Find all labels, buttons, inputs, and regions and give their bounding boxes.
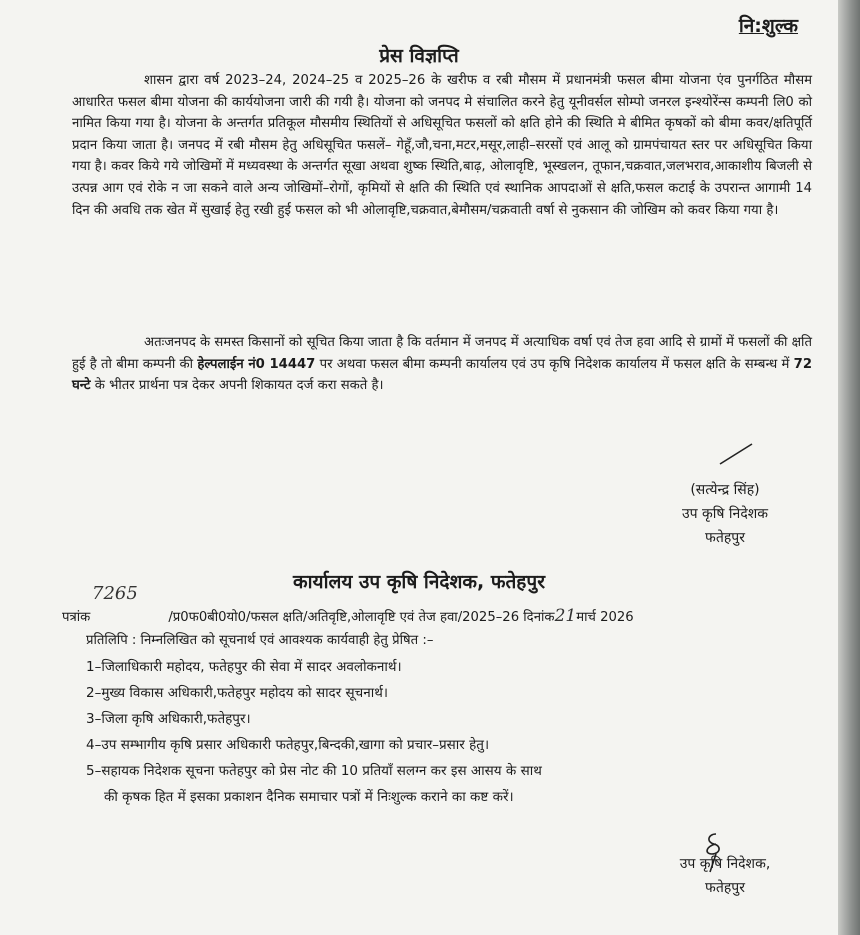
letter-prefix: पत्रांक — [62, 610, 91, 625]
letter-reference-line — [62, 606, 822, 626]
office-place: फतेहपुर — [705, 880, 745, 896]
recipient-list — [86, 654, 806, 810]
helpline-number: हेल्पलाईन नं0 14447 — [197, 356, 316, 372]
officer-name: (सत्येन्द्र सिंह) — [690, 482, 760, 498]
list-item: 3–जिला कृषि अधिकारी,फतेहपुर। — [86, 711, 251, 727]
letter-date: मार्च 2026 — [576, 610, 634, 625]
main-paragraph: शासन द्वारा वर्ष 2023–24, 2024–25 व 2025–26 के खरीफ व रबी मौसम में प्रधानमंत्री फसल बीमा योजना एंव पुनर्गठित मौसम आधारित फसल बीमा योजना की कार्ययोजना जारी की गयी है। योजना को जनपद मे संचालित करने हेतु यूनीवर्सल सोम्पो जनरल इन्श्योरेंन्स कम्पनी लि0 को नामित किया गया है। योजना के अन्तर्गत प्रतिकूल मौसमीय स्थितियों से अधिसूचित फसलों को क्षति होने की स्थिति मे बीमित कृषकों को बीमा कवर/क्षतिपूर्ति प्रदान किया जाता है। जनपद में रबी मौसम हेतु अधिसूचित फसलें– गेहूँ,जौ,चना,मटर,मसूर,लाही–सरसों एवं आलू को ग्रामपंचायत स्तर पर अधिसूचित किया गया है। कवर किये गये जोखिमों में मध्यवस्था के अन्तर्गत सूखा अथवा शुष्क स्थिति,बाढ़, ओलावृष्टि, भूस्खलन, तूफान,चक्रवात,जलभराव,आकाशीय बिजली से उत्पन्न आग एवं रोके न जा सकने वाले अन्य जोखिमों–रोगों, कृमियों से क्षति की स्थिति एवं स्थानिक आपदाओं से क्षति,फसल कटाई के उपरान्त आगामी 14 दिन की अवधि तक खेत में सुखाई हेतु रखी हुई फसल को भी ओलावृष्टि,चक्रवात,बेमौसम/चक्रवाती वर्षा से नुकसान की जोखिम को कवर किया गया है। — [72, 73, 812, 218]
signature-mark — [700, 440, 760, 470]
page-edge — [838, 0, 860, 935]
signature-block-office — [640, 852, 810, 900]
officer-designation: उप कृषि निदेशक — [681, 506, 769, 522]
free-of-charge-tag: नि:शुल्क — [738, 15, 798, 37]
notice-text-mid: पर अथवा फसल बीमा कम्पनी कार्यालय एवं उप कृषि निदेशक कार्यालय में फसल क्षति के सम्बन्ध में — [315, 356, 794, 372]
notice-text-start: अतःजनपद के समस्त किसानों को सूचित किया जाता है कि वर्तमान में जनपद में अत्याधिक वर्षा एवं तेज हवा आदि से ग्रामों में फसलों की क्षति हुई है तो बीमा कम्पनी की — [72, 335, 812, 372]
handwritten-letter-number: 7265 — [92, 583, 138, 604]
copy-to-line: प्रतिलिपि : निम्नलिखित को सूचनार्थ एवं आवश्यक कार्यवाही हेतु प्रेषित :– — [86, 633, 434, 648]
notice-paragraph — [72, 332, 812, 397]
list-item: 1–जिलाधिकारी महोदय, फतेहपुर की सेवा में सादर अवलोकनार्थ। — [86, 659, 402, 675]
office-designation: उप कृषि निदेशक, — [679, 856, 771, 872]
officer-place: फतेहपुर — [705, 530, 745, 546]
office-heading: कार्यालय उप कृषि निदेशक, फतेहपुर — [293, 571, 545, 593]
list-item: 4–उप सम्भागीय कृषि प्रसार अधिकारी फतेहपुर,बिन्दकी,खागा को प्रचार–प्रसार हेतु। — [86, 737, 490, 753]
list-item-continuation: की कृषक हित में इसका प्रकाशन दैनिक समाचार पत्रों में निःशुल्क कराने का कष्ट करें। — [104, 789, 514, 805]
letter-reference: /प्र0फ0बी0यो0/फसल क्षति/अतिवृष्टि,ओलावृष्टि एवं तेज हवा/2025–26 दिनांक — [168, 610, 555, 625]
handwritten-day: 21 — [554, 606, 577, 626]
signature-block-officer — [640, 478, 810, 550]
deadline-hours: 72 घन्टे — [72, 356, 813, 394]
press-release-title: प्रेस विज्ञप्ति — [379, 45, 459, 67]
list-item: 2–मुख्य विकास अधिकारी,फतेहपुर महोदय को सादर सूचनार्थ। — [86, 685, 388, 701]
notice-text-end: के भीतर प्रार्थना पत्र देकर अपनी शिकायत दर्ज करा सकते है। — [90, 378, 384, 394]
list-item: 5–सहायक निदेशक सूचना फतेहपुर को प्रेस नोट की 10 प्रतियॉं सलग्न कर इस आसय के साथ — [86, 763, 542, 779]
